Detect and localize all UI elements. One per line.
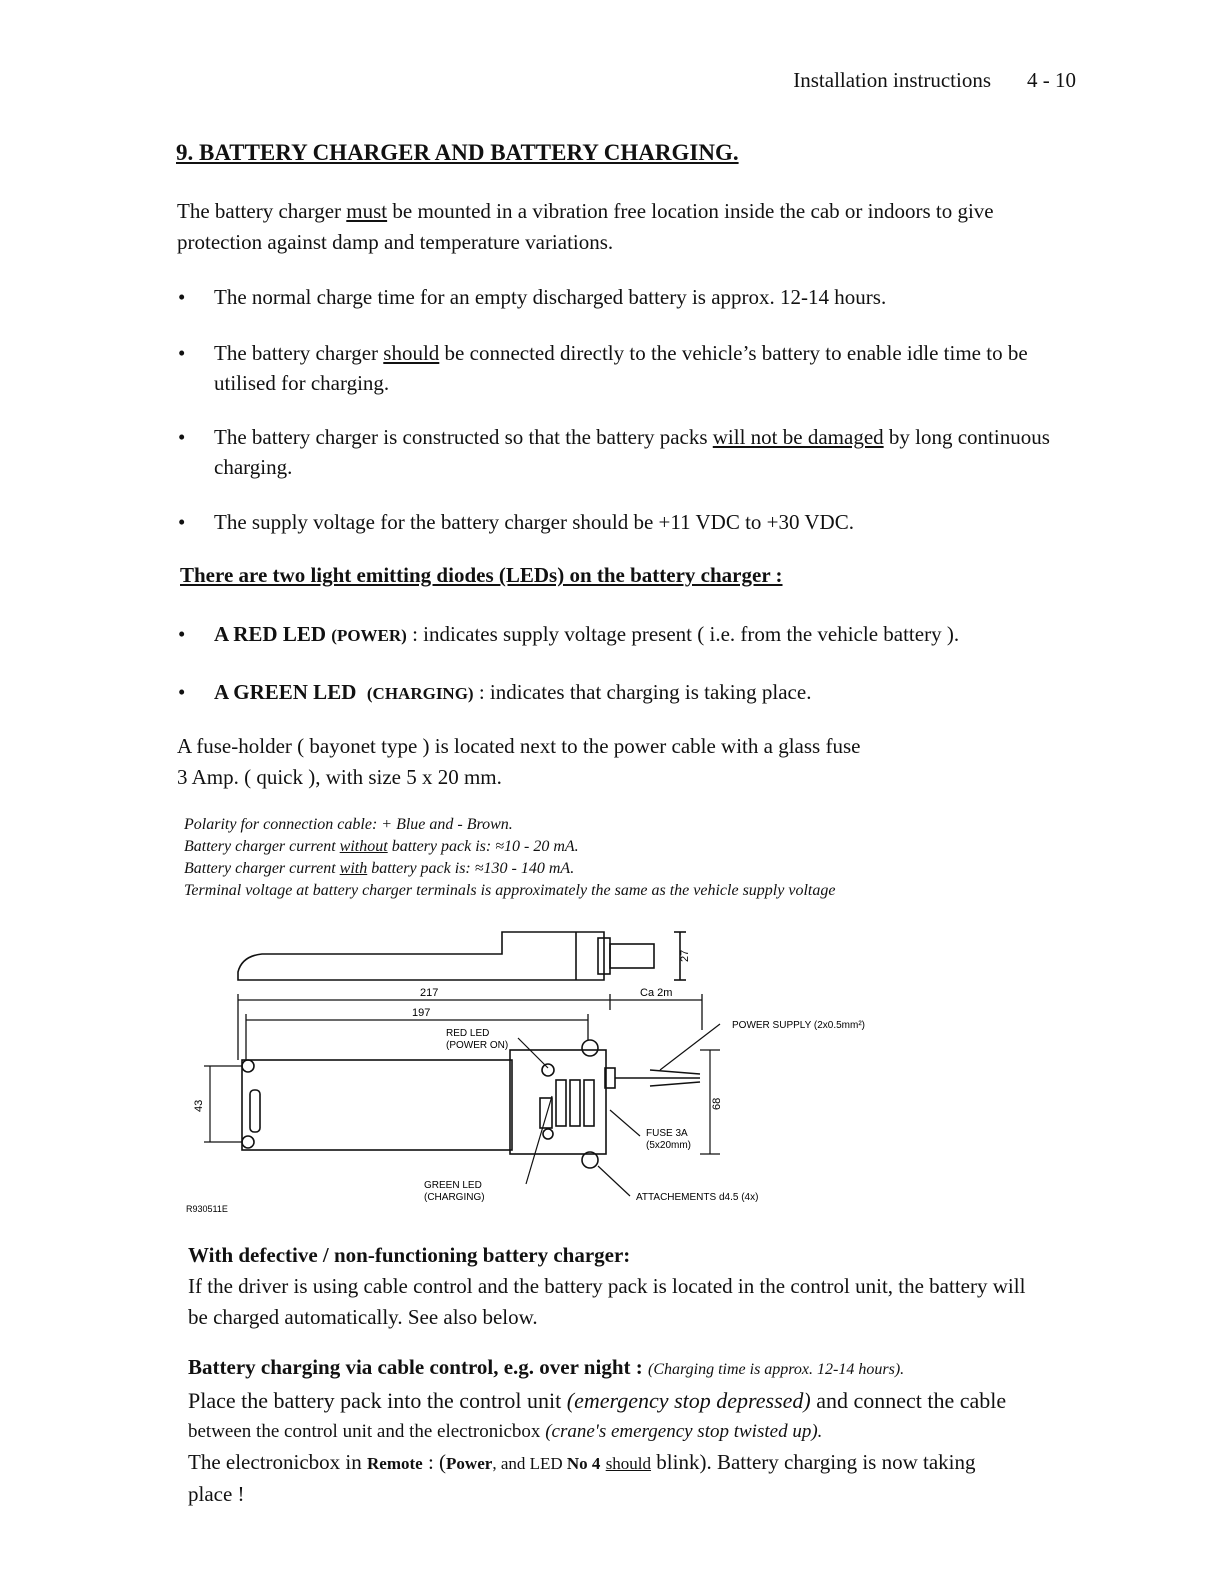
intro-text: The battery charger [177,199,347,223]
n3-with: with [339,860,368,877]
cable-heading-line [188,1352,1088,1385]
bullet-dot: • [178,425,186,449]
l2-pre: between the control unit and the electronicbox [188,1421,546,1442]
note-terminal-voltage: Terminal voltage at battery charger terminals is approximately the same as the vehicle supply voltage [184,882,836,899]
l3-power: Power [446,1454,493,1473]
intro-paragraph [177,196,1077,258]
fuse-paragraph [177,731,1077,793]
cable-heading: Battery charging via cable control, e.g. over night : [188,1355,648,1379]
battery-charger-drawing [180,920,900,1220]
label-charging: (CHARGING) [424,1192,485,1203]
b3-pre: The battery charger is constructed so that the battery packs [214,425,713,449]
defective-text: If the driver is using cable control and the battery pack is located in the control unit, the battery will be charged automatically. See also below. [188,1274,1026,1329]
b2-pre: The battery charger [214,341,384,365]
red-led-text: : indicates supply voltage present ( i.e. from the vehicle battery ). [406,622,960,646]
fuse-line-2: 3 Amp. ( quick ), with size 5 x 20 mm. [177,765,502,789]
red-led-name: A RED LED [214,622,327,646]
l2-italic: (crane's emergency stop twisted up). [545,1421,823,1442]
drawing-reference: R930511E [186,1204,228,1214]
n2-pre: Battery charger current [184,838,340,855]
dim-197: 197 [412,1007,431,1019]
b2-post: be connected directly to the vehicle’s battery to enable idle time to be utilised for charging. [214,341,1028,395]
label-green-led: GREEN LED [424,1180,482,1191]
top-view [242,1040,700,1168]
cable-line-1 [188,1385,1088,1416]
l3-remote: Remote [367,1454,423,1473]
note-current-without [184,836,835,858]
l3-no4: No 4 [566,1454,601,1473]
l1-post: and connect the cable [810,1388,1007,1413]
label-power-on: (POWER ON) [446,1040,509,1051]
label-fuse: FUSE 3A [646,1128,688,1139]
green-led-tag: (CHARGING) [366,684,474,703]
l3-mid: : ( [422,1450,447,1474]
note-current-with [184,858,835,880]
intro-text-rest: be mounted in a vibration free location inside the cab or indoors to give protection against damp and temperature variations. [177,199,994,254]
n2-without: without [339,838,388,855]
fuse-line-1: A fuse-holder ( bayonet type ) is located next to the power cable with a glass fuse [177,734,861,758]
l1-italic: (emergency stop depressed) [566,1388,811,1413]
bullet-text: The supply voltage for the battery charger should be +11 VDC to +30 VDC. [214,510,854,534]
bullet-dot: • [178,285,186,309]
page-header [793,68,1076,93]
cable-line-4: place ! [188,1482,245,1506]
label-power-supply: POWER SUPPLY (2x0.5mm²) [732,1020,865,1031]
n2-post: battery pack is: ≈10 - 20 mA. [387,838,579,855]
cable-line-3 [188,1447,1088,1479]
l3-pre: The electronicbox in [188,1450,368,1474]
header-section: Installation instructions [793,68,991,92]
green-led-name: A GREEN LED [214,680,357,704]
green-led-text: : indicates that charging is taking place. [473,680,812,704]
dim-43: 43 [193,1099,205,1112]
notes-block [184,814,835,902]
bullet-dot: • [178,680,186,704]
bullet-text [214,677,1084,709]
l3-and: , and LED [492,1454,567,1473]
l3-should: should [605,1454,652,1473]
label-attachments: ATTACHEMENTS d4.5 (4x) [636,1192,759,1203]
defective-heading: With defective / non-functioning battery charger: [188,1243,631,1267]
l3-blink: blink). Battery charging is now taking [651,1450,976,1474]
bullet-dot: • [178,341,186,365]
bullet-text: The normal charge time for an empty discharged battery is approx. 12-14 hours. [214,285,887,309]
label-fuse-size: (5x20mm) [646,1140,692,1151]
note-polarity: Polarity for connection cable: + Blue and - Brown. [184,816,513,833]
red-led-tag: (POWER) [331,626,407,645]
cable-heading-note: (Charging time is approx. 12-14 hours). [648,1361,905,1378]
b3-underlined: will not be damaged [712,425,884,449]
header-page-number: 4 - 10 [1027,68,1076,92]
dim-217: 217 [420,987,439,999]
section-title: 9. BATTERY CHARGER AND BATTERY CHARGING. [176,140,739,165]
bullet-dot: • [178,622,186,646]
dim-27: 27 [679,949,691,962]
l1-pre: Place the battery pack into the control unit [188,1388,567,1413]
dim-ca-2m: Ca 2m [640,987,673,999]
b3-post: by long continuous charging. [214,425,1050,479]
bullet-text [214,338,1084,398]
defective-section [188,1240,1088,1333]
side-view [238,932,686,980]
b2-should: should [383,341,440,365]
intro-must: must [346,199,388,223]
bullet-dot: • [178,510,186,534]
cable-line-2 [188,1416,1088,1447]
bullet-text [214,422,1084,482]
dim-68: 68 [711,1097,723,1110]
n3-pre: Battery charger current [184,860,340,877]
label-red-led: RED LED [446,1028,490,1039]
bullet-text [214,619,1084,651]
cable-section [188,1352,1088,1510]
n3-post: battery pack is: ≈130 - 140 mA. [367,860,575,877]
leds-heading: There are two light emitting diodes (LEDs) on the battery charger : [180,563,783,587]
